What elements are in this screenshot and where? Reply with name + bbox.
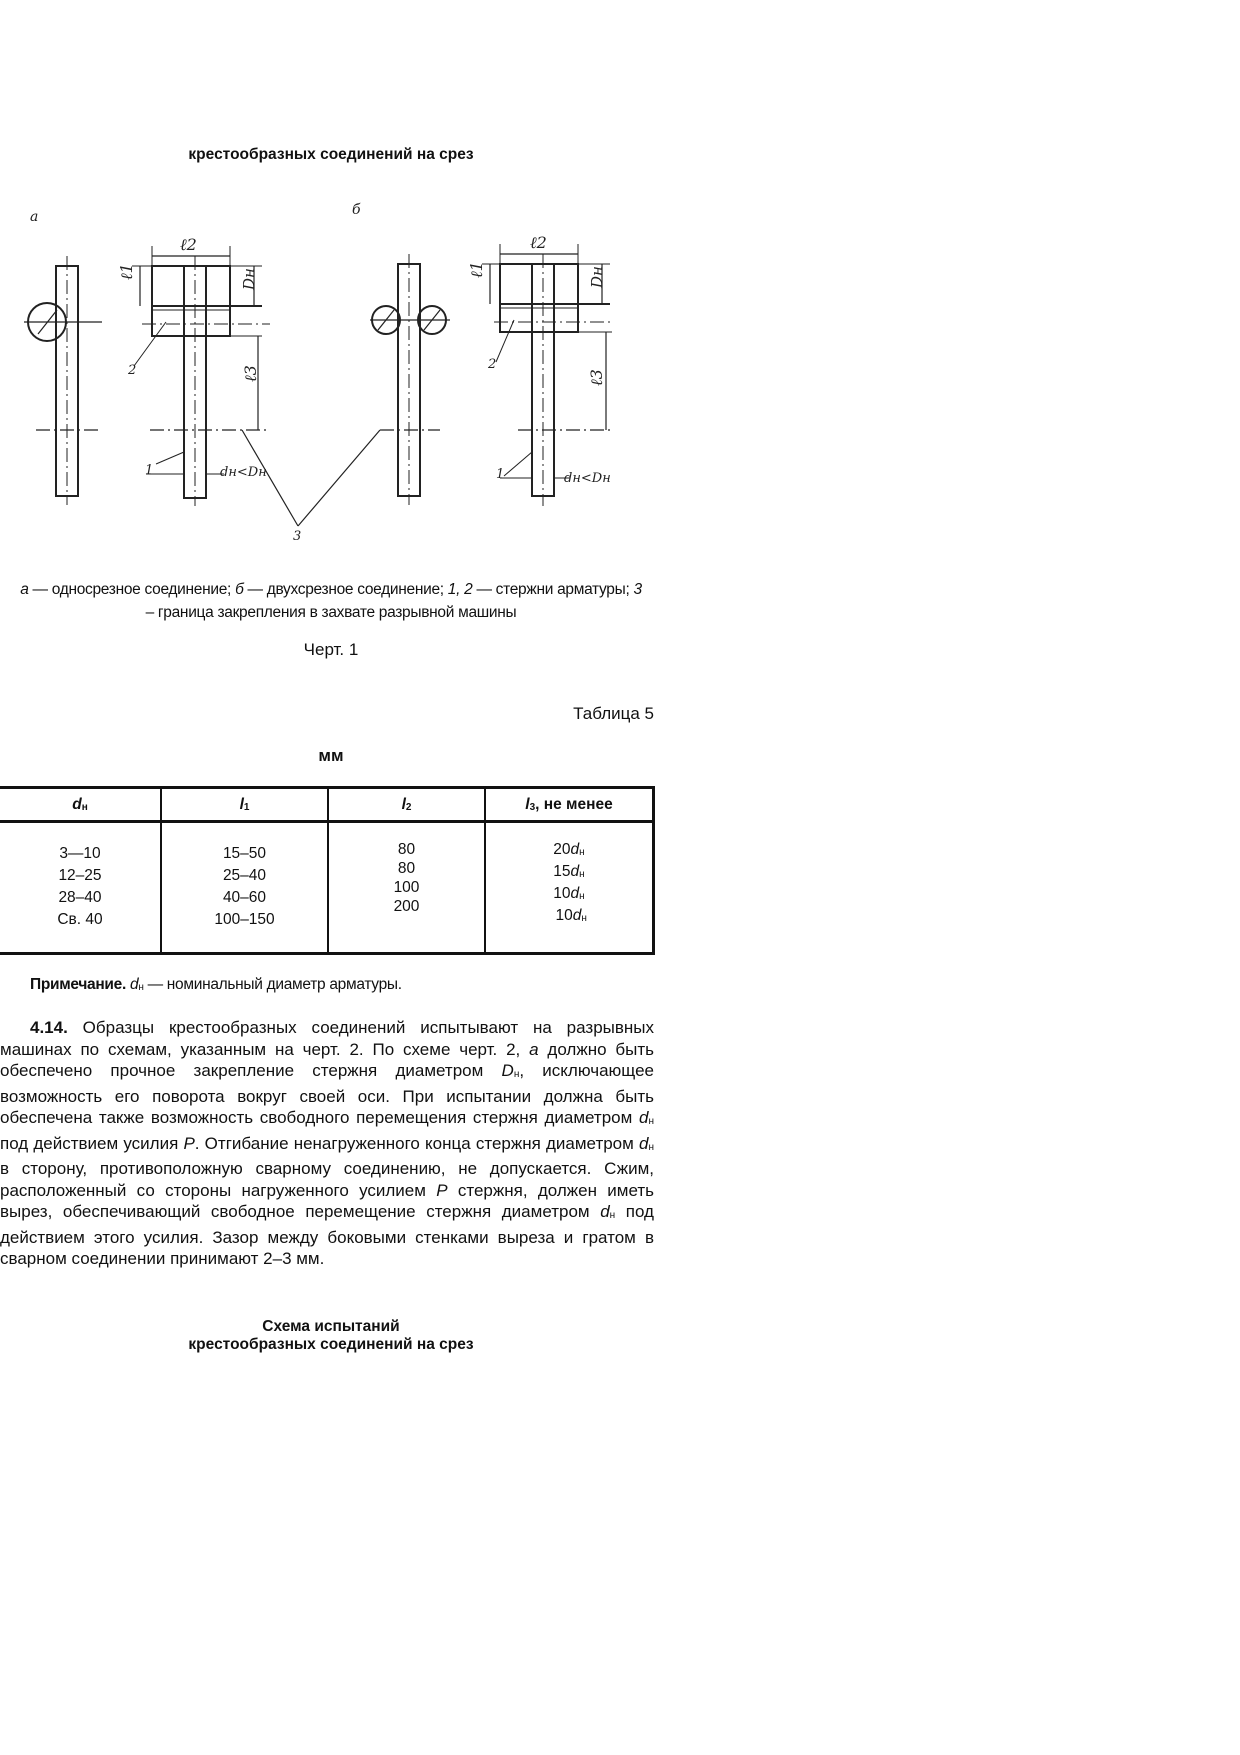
- caption-12-mark: 1, 2: [447, 581, 473, 598]
- marker-1-b: 1: [496, 467, 505, 482]
- dim-l2-label-a: ℓ2: [180, 235, 197, 254]
- column-l2-values: 80 80 100 200: [328, 822, 485, 954]
- condition-b: dн<Dн: [564, 471, 611, 486]
- caption-3-mark: 3: [633, 581, 642, 598]
- scheme-a-side-view: [24, 256, 102, 505]
- test-scheme-figure: [0, 196, 640, 566]
- section-heading-line2: крестообразных соединений на срез: [188, 1336, 474, 1353]
- figure-label-a: а: [30, 209, 39, 225]
- table-unit: мм: [318, 746, 344, 765]
- column-l1-values: 15–50 25–40 40–60 100–150: [161, 822, 328, 954]
- marker-2-b: 2: [488, 357, 497, 372]
- caption-a-mark: а: [20, 581, 29, 598]
- header-l3: $l_3$, не менее: [485, 788, 654, 822]
- condition-a: dн<Dн: [220, 465, 267, 480]
- caption-b-mark: б: [235, 581, 244, 598]
- section-heading-line1: Схема испытаний: [262, 1318, 400, 1335]
- top-heading: крестообразных соединений на срез: [188, 146, 474, 163]
- dim-l3-label-b: ℓ3: [587, 369, 606, 386]
- dim-l2-label-b: ℓ2: [530, 233, 547, 252]
- table-title: Таблица 5: [573, 704, 654, 723]
- marker-1-a: 1: [145, 463, 154, 478]
- section-4-14-paragraph: 4.14. Образцы крестообразных соединений испытывают на разрывных машинах по схемам, указанным на черт. 2. По схеме черт. 2, а должно быть обеспечено прочное закрепление стержня диаметром $D_н$, исключающее возможность его поворота вокруг своей оси. При испытании должна быть обеспечена также возможность свободного перемещения стержня диаметром $d_н$ под действием усилия P. Отгибание ненагруженного конца стержня диаметром $d_н$ в сторону, противоположную сварному соединению, не допускается. Сжим, расположенный со стороны нагруженного усилием P стержня, должен иметь вырез, обеспечивающий свободное перемещение стержня диаметром $d_н$ под действием этого усилия. Зазор между боковыми стенками выреза и гратом в сварном соединении принимают 2–3 мм.: [0, 1018, 655, 1268]
- scheme-b-side-view: [370, 254, 450, 505]
- table-row: [0, 822, 654, 954]
- header-l2: $l_2$: [328, 788, 485, 822]
- dim-Dn-label-a: Dн: [240, 268, 258, 290]
- chart-number: Черт. 1: [303, 640, 359, 659]
- table-header-row: [0, 788, 654, 822]
- figure-label-b: б: [352, 202, 361, 218]
- column-l3-values: $20d_н$ $15d_н$ $10d_н$ $10d_н$: [485, 822, 654, 954]
- dim-Dn-label-b: Dн: [588, 266, 606, 288]
- header-l1: $l_1$: [161, 788, 328, 822]
- figure-caption: а — односрезное соединение; б — двухсрезное соединение; 1, 2 — стержни арматуры; 3 – граница закрепления в захвате разрывной машины: [20, 581, 642, 621]
- header-dn: $d_н$: [0, 788, 161, 822]
- dim-l1-label-b: ℓ1: [467, 261, 486, 278]
- marker-3: 3: [293, 529, 302, 544]
- dim-l3-label-a: ℓ3: [241, 365, 260, 382]
- column-dn-values: 3—10 12–25 28–40 Св. 40: [0, 822, 161, 954]
- paragraph-number: 4.14.: [30, 1018, 68, 1037]
- table-note: Примечание. $d_н$ — номинальный диаметр арматуры.: [30, 976, 402, 993]
- dim-l1-label-a: ℓ1: [117, 263, 136, 280]
- dimensions-table: [0, 786, 655, 955]
- marker-2-a: 2: [128, 363, 137, 378]
